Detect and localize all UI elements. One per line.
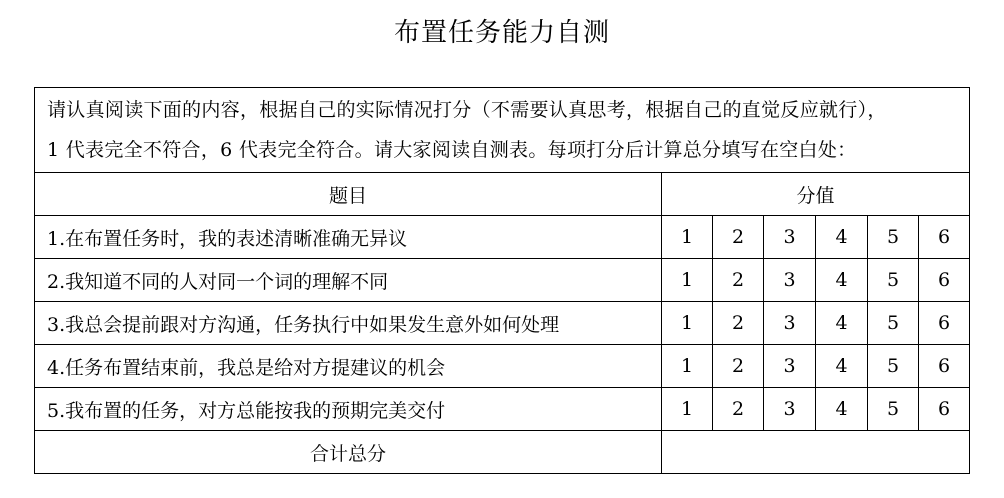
self-test-table	[34, 87, 970, 474]
score-option[interactable]: 2	[713, 302, 764, 345]
score-option[interactable]: 1	[662, 216, 713, 259]
total-label: 合计总分	[35, 431, 662, 474]
score-option[interactable]: 3	[764, 216, 816, 259]
score-option[interactable]: 6	[919, 345, 970, 388]
score-option[interactable]: 2	[713, 388, 764, 431]
score-option[interactable]: 3	[764, 345, 816, 388]
score-option[interactable]: 6	[919, 388, 970, 431]
score-option[interactable]: 3	[764, 259, 816, 302]
score-option[interactable]: 6	[919, 216, 970, 259]
score-header: 分值	[662, 173, 970, 216]
question-text: 2.我知道不同的人对同一个词的理解不同	[35, 259, 662, 302]
score-option[interactable]: 4	[816, 345, 868, 388]
score-option[interactable]: 5	[868, 302, 919, 345]
question-text: 5.我布置的任务，对方总能按我的预期完美交付	[35, 388, 662, 431]
score-option[interactable]: 4	[816, 388, 868, 431]
question-text: 3.我总会提前跟对方沟通，任务执行中如果发生意外如何处理	[35, 302, 662, 345]
score-option[interactable]: 5	[868, 388, 919, 431]
question-row	[35, 259, 970, 302]
instructions-line-1: 请认真阅读下面的内容，根据自己的实际情况打分（不需要认真思考，根据自己的直觉反应就行），	[47, 99, 887, 121]
page-title: 布置任务能力自测	[393, 18, 610, 48]
score-option[interactable]: 1	[662, 259, 713, 302]
instructions-cell	[35, 88, 970, 173]
question-row	[35, 216, 970, 259]
header-row	[35, 173, 970, 216]
instructions-line-2: 1 代表完全不符合，6 代表完全符合。请大家阅读自测表。每项打分后计算总分填写在空白处：	[47, 139, 857, 161]
score-option[interactable]: 4	[816, 259, 868, 302]
score-option[interactable]: 1	[662, 302, 713, 345]
score-option[interactable]: 3	[764, 302, 816, 345]
total-value-field[interactable]	[662, 431, 970, 474]
question-row	[35, 388, 970, 431]
question-text: 4.任务布置结束前，我总是给对方提建议的机会	[35, 345, 662, 388]
score-option[interactable]: 1	[662, 345, 713, 388]
score-option[interactable]: 5	[868, 345, 919, 388]
score-option[interactable]: 5	[868, 216, 919, 259]
score-option[interactable]: 6	[919, 302, 970, 345]
question-row	[35, 345, 970, 388]
score-option[interactable]: 6	[919, 259, 970, 302]
score-option[interactable]: 5	[868, 259, 919, 302]
question-header: 题目	[35, 173, 662, 216]
total-row	[35, 431, 970, 474]
score-option[interactable]: 1	[662, 388, 713, 431]
score-option[interactable]: 2	[713, 216, 764, 259]
score-option[interactable]: 2	[713, 345, 764, 388]
score-option[interactable]: 4	[816, 216, 868, 259]
score-option[interactable]: 4	[816, 302, 868, 345]
question-text: 1.在布置任务时，我的表述清晰准确无异议	[35, 216, 662, 259]
score-option[interactable]: 2	[713, 259, 764, 302]
score-option[interactable]: 3	[764, 388, 816, 431]
instructions-row	[35, 88, 970, 173]
question-row	[35, 302, 970, 345]
